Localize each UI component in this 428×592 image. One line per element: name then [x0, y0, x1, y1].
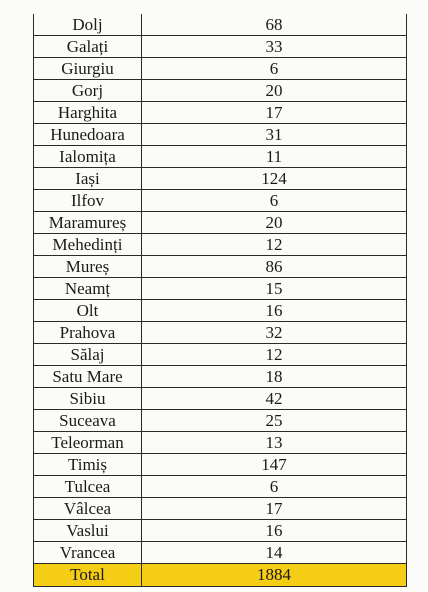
value-cell: 17 [142, 102, 407, 124]
county-cell: Galați [34, 36, 142, 58]
value-cell: 17 [142, 498, 407, 520]
total-row [34, 564, 407, 587]
county-cell: Prahova [34, 322, 142, 344]
value-cell: 20 [142, 80, 407, 102]
value-cell: 147 [142, 454, 407, 476]
value-cell: 6 [142, 58, 407, 80]
table-body [34, 14, 407, 587]
value-cell: 16 [142, 520, 407, 542]
county-cell: Harghita [34, 102, 142, 124]
table-row [34, 344, 407, 366]
table-row [34, 388, 407, 410]
table-row [34, 498, 407, 520]
value-cell: 12 [142, 344, 407, 366]
county-table [33, 14, 407, 587]
total-value-cell: 1884 [142, 564, 407, 587]
table-row [34, 454, 407, 476]
county-cell: Vrancea [34, 542, 142, 564]
county-cell: Vâlcea [34, 498, 142, 520]
table-row [34, 366, 407, 388]
value-cell: 32 [142, 322, 407, 344]
table-row [34, 212, 407, 234]
table-row [34, 102, 407, 124]
table-row [34, 124, 407, 146]
county-cell: Maramureș [34, 212, 142, 234]
county-cell: Dolj [34, 14, 142, 36]
county-cell: Suceava [34, 410, 142, 432]
county-cell: Vaslui [34, 520, 142, 542]
county-cell: Ilfov [34, 190, 142, 212]
value-cell: 14 [142, 542, 407, 564]
value-cell: 18 [142, 366, 407, 388]
county-cell: Neamț [34, 278, 142, 300]
county-cell: Giurgiu [34, 58, 142, 80]
county-cell: Mureș [34, 256, 142, 278]
county-cell: Hunedoara [34, 124, 142, 146]
county-cell: Sălaj [34, 344, 142, 366]
county-cell: Ialomița [34, 146, 142, 168]
table-row [34, 542, 407, 564]
table-row [34, 58, 407, 80]
value-cell: 42 [142, 388, 407, 410]
table-row [34, 432, 407, 454]
table-row [34, 300, 407, 322]
table-row [34, 80, 407, 102]
value-cell: 33 [142, 36, 407, 58]
value-cell: 25 [142, 410, 407, 432]
county-cell: Sibiu [34, 388, 142, 410]
county-cell: Gorj [34, 80, 142, 102]
county-cell: Timiș [34, 454, 142, 476]
table-row [34, 168, 407, 190]
value-cell: 11 [142, 146, 407, 168]
value-cell: 31 [142, 124, 407, 146]
county-cell: Teleorman [34, 432, 142, 454]
value-cell: 6 [142, 476, 407, 498]
table-row [34, 36, 407, 58]
value-cell: 13 [142, 432, 407, 454]
county-cell: Mehedinți [34, 234, 142, 256]
value-cell: 6 [142, 190, 407, 212]
county-cell: Tulcea [34, 476, 142, 498]
county-cell: Olt [34, 300, 142, 322]
value-cell: 20 [142, 212, 407, 234]
table-row [34, 190, 407, 212]
table-row [34, 410, 407, 432]
table-row [34, 476, 407, 498]
value-cell: 15 [142, 278, 407, 300]
value-cell: 86 [142, 256, 407, 278]
table-row [34, 14, 407, 36]
table-row [34, 256, 407, 278]
county-cell: Satu Mare [34, 366, 142, 388]
value-cell: 68 [142, 14, 407, 36]
value-cell: 124 [142, 168, 407, 190]
county-cell: Iași [34, 168, 142, 190]
value-cell: 12 [142, 234, 407, 256]
table-row [34, 234, 407, 256]
total-label-cell: Total [34, 564, 142, 587]
table-row [34, 322, 407, 344]
value-cell: 16 [142, 300, 407, 322]
table-row [34, 278, 407, 300]
table-row [34, 520, 407, 542]
table-row [34, 146, 407, 168]
